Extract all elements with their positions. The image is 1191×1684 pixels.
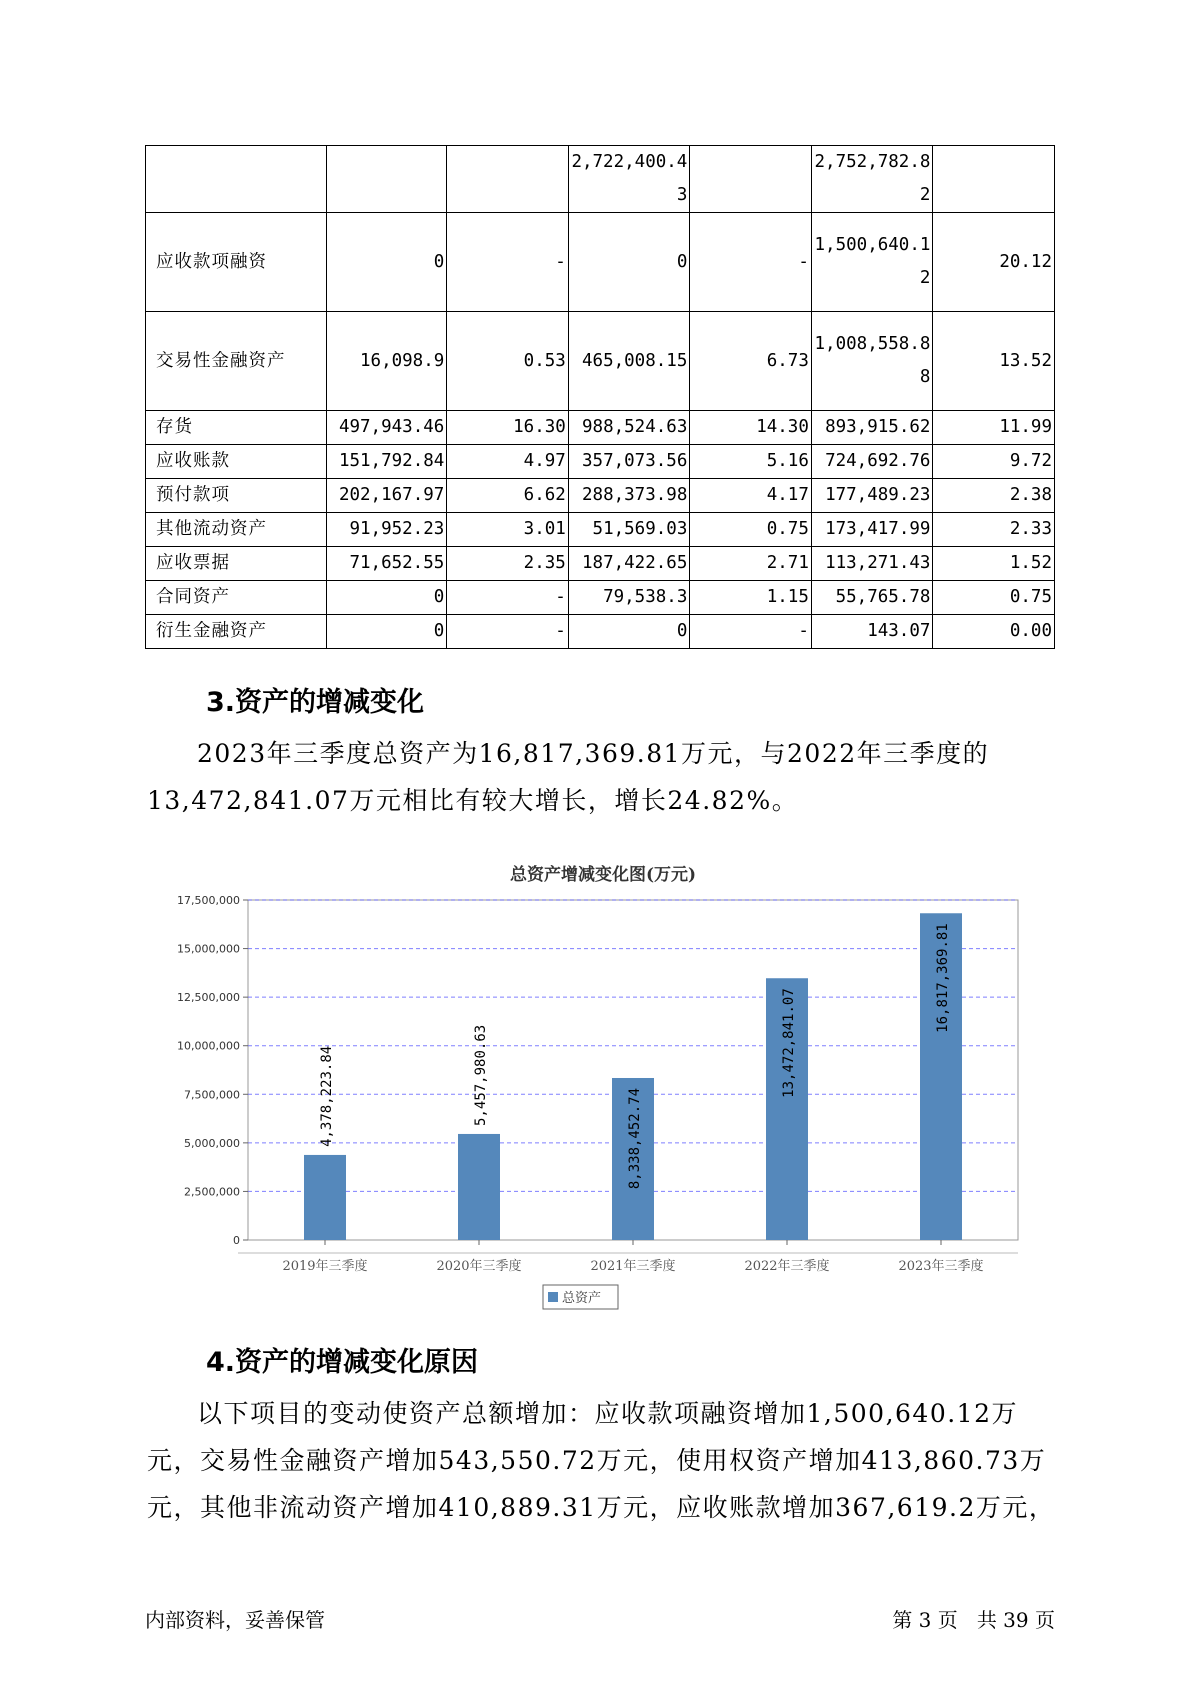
cell-v1 — [326, 146, 447, 213]
section-3-paragraph: 2023年三季度总资产为16,817,369.81万元，与2022年三季度的13,472,841.07万元相比有较大增长，增长24.82%。 — [147, 739, 990, 815]
cell-p2: 1.15 — [690, 581, 812, 615]
cell-v2: 51,569.03 — [568, 513, 690, 547]
cell-v2: 0 — [568, 615, 690, 649]
cell-p2: 6.73 — [690, 312, 812, 411]
cell-v3: 724,692.76 — [811, 445, 933, 479]
cell-v3: 55,765.78 — [811, 581, 933, 615]
cell-v2: 79,538.3 — [568, 581, 690, 615]
table-row — [146, 581, 1055, 615]
table-row — [146, 445, 1055, 479]
bar — [458, 1134, 500, 1240]
row-label: 存货 — [146, 411, 327, 445]
cell-v2: 988,524.63 — [568, 411, 690, 445]
cell-v2: 288,373.98 — [568, 479, 690, 513]
row-label: 合同资产 — [146, 581, 327, 615]
cell-v1: 202,167.97 — [326, 479, 447, 513]
y-tick-label: 10,000,000 — [177, 1039, 240, 1053]
cell-v1: 71,652.55 — [326, 547, 447, 581]
cell-p1: 16.30 — [447, 411, 569, 445]
row-label: 应收票据 — [146, 547, 327, 581]
cell-v3: 1,500,640.12 — [811, 213, 933, 312]
cell-p1: - — [447, 615, 569, 649]
cell-p2: - — [690, 213, 812, 312]
cell-v3: 1,008,558.88 — [811, 312, 933, 411]
asset-table — [145, 145, 1055, 649]
cell-p1: 0.53 — [447, 312, 569, 411]
cell-v1: 0 — [326, 213, 447, 312]
bar-value-label: 8,338,452.74 — [627, 1087, 643, 1190]
table-row — [146, 547, 1055, 581]
row-label: 应收款项融资 — [146, 213, 327, 312]
row-label: 其他流动资产 — [146, 513, 327, 547]
cell-p3 — [933, 146, 1055, 213]
legend-swatch — [548, 1292, 558, 1302]
cell-p1: - — [447, 581, 569, 615]
cell-p1: 6.62 — [447, 479, 569, 513]
row-label: 应收账款 — [146, 445, 327, 479]
section-3-heading: 3.资产的增减变化 — [206, 687, 425, 718]
cell-v1: 0 — [326, 581, 447, 615]
row-label: 交易性金融资产 — [146, 312, 327, 411]
chart-title: 总资产增减变化图(万元) — [509, 865, 697, 885]
cell-p3: 0.75 — [933, 581, 1055, 615]
cell-v1: 497,943.46 — [326, 411, 447, 445]
cell-v2: 357,073.56 — [568, 445, 690, 479]
legend-label: 总资产 — [562, 1291, 602, 1306]
cell-p3: 9.72 — [933, 445, 1055, 479]
cell-v2: 0 — [568, 213, 690, 312]
cell-p3: 1.52 — [933, 547, 1055, 581]
cell-v1: 0 — [326, 615, 447, 649]
table-row — [146, 213, 1055, 312]
footer-page-number: 第 3 页 共 39 页 — [892, 1608, 1055, 1632]
section-4-paragraph: 以下项目的变动使资产总额增加：应收款项融资增加1,500,640.12万元，交易性金融资产增加543,550.72万元，使用权资产增加413,860.73万元，其他非流动资产增加410,889.31万元，应收账款增加367,619.2万元， — [147, 1399, 1056, 1522]
cell-p2: 5.16 — [690, 445, 812, 479]
footer-confidential: 内部资料，妥善保管 — [145, 1608, 325, 1632]
cell-v1: 91,952.23 — [326, 513, 447, 547]
y-tick-label: 0 — [233, 1234, 240, 1247]
row-label — [146, 146, 327, 213]
y-tick-label: 7,500,000 — [184, 1088, 240, 1102]
cell-v3: 893,915.62 — [811, 411, 933, 445]
bar-value-label: 13,472,841.07 — [781, 988, 797, 1098]
y-tick-label: 2,500,000 — [184, 1185, 240, 1199]
cell-p3: 0.00 — [933, 615, 1055, 649]
cell-v3: 143.07 — [811, 615, 933, 649]
table-row — [146, 312, 1055, 411]
cell-p2 — [690, 146, 812, 213]
cell-p1: 2.35 — [447, 547, 569, 581]
cell-v1: 151,792.84 — [326, 445, 447, 479]
cell-p1: 4.97 — [447, 445, 569, 479]
cell-v3: 113,271.43 — [811, 547, 933, 581]
y-tick-label: 17,500,000 — [177, 894, 240, 907]
cell-p2: - — [690, 615, 812, 649]
cell-p1: - — [447, 213, 569, 312]
cell-v3: 177,489.23 — [811, 479, 933, 513]
table-row — [146, 513, 1055, 547]
x-tick-label: 2020年三季度 — [436, 1259, 522, 1274]
table-row — [146, 479, 1055, 513]
x-tick-label: 2022年三季度 — [744, 1259, 830, 1274]
cell-p3: 2.33 — [933, 513, 1055, 547]
cell-p2: 4.17 — [690, 479, 812, 513]
cell-p2: 0.75 — [690, 513, 812, 547]
bar-value-label: 16,817,369.81 — [935, 923, 951, 1033]
cell-p3: 2.38 — [933, 479, 1055, 513]
cell-p3: 13.52 — [933, 312, 1055, 411]
y-tick-label: 12,500,000 — [177, 991, 240, 1005]
section-4-heading: 4.资产的增减变化原因 — [206, 1347, 479, 1378]
row-label: 衍生金融资产 — [146, 615, 327, 649]
cell-v2: 187,422.65 — [568, 547, 690, 581]
table-row — [146, 615, 1055, 649]
table-row — [146, 411, 1055, 445]
x-tick-label: 2023年三季度 — [898, 1259, 984, 1274]
cell-v3: 2,752,782.82 — [811, 146, 933, 213]
cell-p3: 20.12 — [933, 213, 1055, 312]
bar — [304, 1155, 346, 1240]
bar-value-label: 4,378,223.84 — [319, 1045, 335, 1147]
cell-v3: 173,417.99 — [811, 513, 933, 547]
y-tick-label: 5,000,000 — [184, 1136, 240, 1150]
cell-p2: 2.71 — [690, 547, 812, 581]
total-assets-chart — [150, 850, 1030, 1310]
y-tick-label: 15,000,000 — [177, 942, 240, 956]
cell-v1: 16,098.9 — [326, 312, 447, 411]
cell-v2: 465,008.15 — [568, 312, 690, 411]
bar-value-label: 5,457,980.63 — [473, 1024, 489, 1126]
cell-p1 — [447, 146, 569, 213]
x-tick-label: 2019年三季度 — [282, 1259, 368, 1274]
row-label: 预付款项 — [146, 479, 327, 513]
cell-p1: 3.01 — [447, 513, 569, 547]
x-tick-label: 2021年三季度 — [590, 1259, 676, 1274]
table-row — [146, 146, 1055, 213]
cell-v2: 2,722,400.43 — [568, 146, 690, 213]
cell-p3: 11.99 — [933, 411, 1055, 445]
cell-p2: 14.30 — [690, 411, 812, 445]
